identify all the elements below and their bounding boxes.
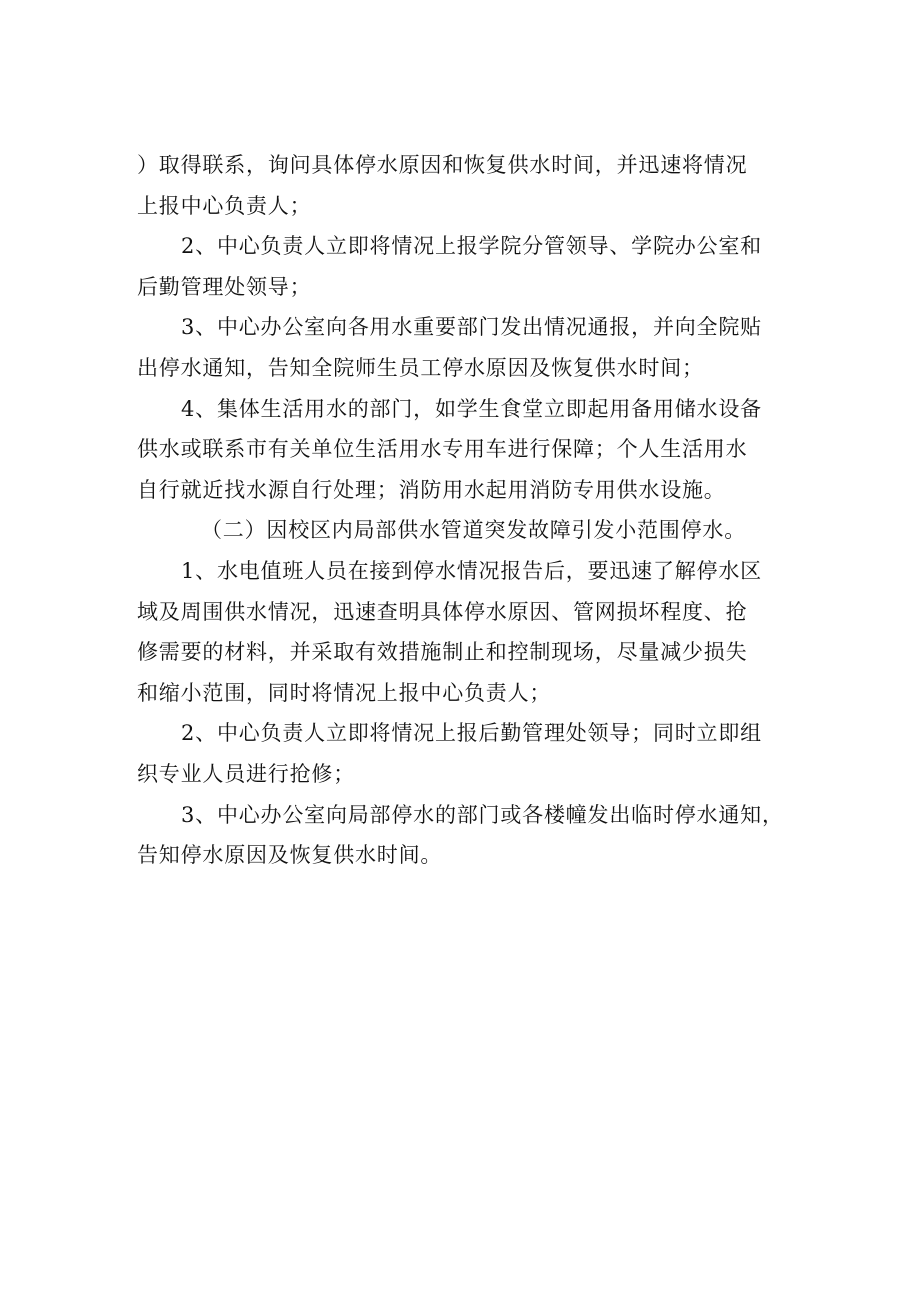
paragraph-line: 4、集体生活用水的部门，如学生食堂立即起用备用储水设备 [181, 396, 762, 421]
paragraph-line: 出停水通知，告知全院师生员工停水原因及恢复供水时间； [137, 355, 704, 380]
paragraph-line: ）取得联系，询问具体停水原因和恢复供水时间，并迅速将情况 [137, 153, 748, 177]
paragraph-line: 域及周围供水情况，迅速查明具体停水原因、管网损坏程度、抢 [137, 599, 748, 624]
paragraph-line: 和缩小范围，同时将情况上报中心负责人； [137, 680, 552, 705]
paragraph-line: 供水或联系市有关单位生活用水专用车进行保障；个人生活用水 [137, 437, 748, 462]
paragraph-line: 修需要的材料，并采取有效措施制止和控制现场，尽量减少损失 [137, 640, 748, 665]
paragraph-line: 1、水电值班人员在接到停水情况报告后，要迅速了解停水区 [181, 558, 762, 583]
paragraph-line: 织专业人员进行抢修； [137, 761, 355, 786]
paragraph-line: 3、中心办公室向各用水重要部门发出情况通报，并向全院贴 [181, 315, 762, 340]
section-heading: （二）因校区内局部供水管道突发故障引发小范围停水。 [201, 518, 746, 543]
paragraph-line: 上报中心负责人； [137, 193, 312, 218]
paragraph-line: 告知停水原因及恢复供水时间。 [137, 843, 443, 868]
document-body [137, 145, 791, 876]
paragraph-line: 3、中心办公室向局部停水的部门或各楼幢发出临时停水通知， [181, 802, 784, 827]
paragraph-line: 2、中心负责人立即将情况上报后勤管理处领导；同时立即组 [181, 721, 762, 746]
paragraph-line: 自行就近找水源自行处理；消防用水起用消防专用供水设施。 [137, 477, 726, 502]
paragraph-line: 后勤管理处领导； [137, 274, 312, 299]
paragraph-line: 2、中心负责人立即将情况上报学院分管领导、学院办公室和 [181, 234, 762, 259]
